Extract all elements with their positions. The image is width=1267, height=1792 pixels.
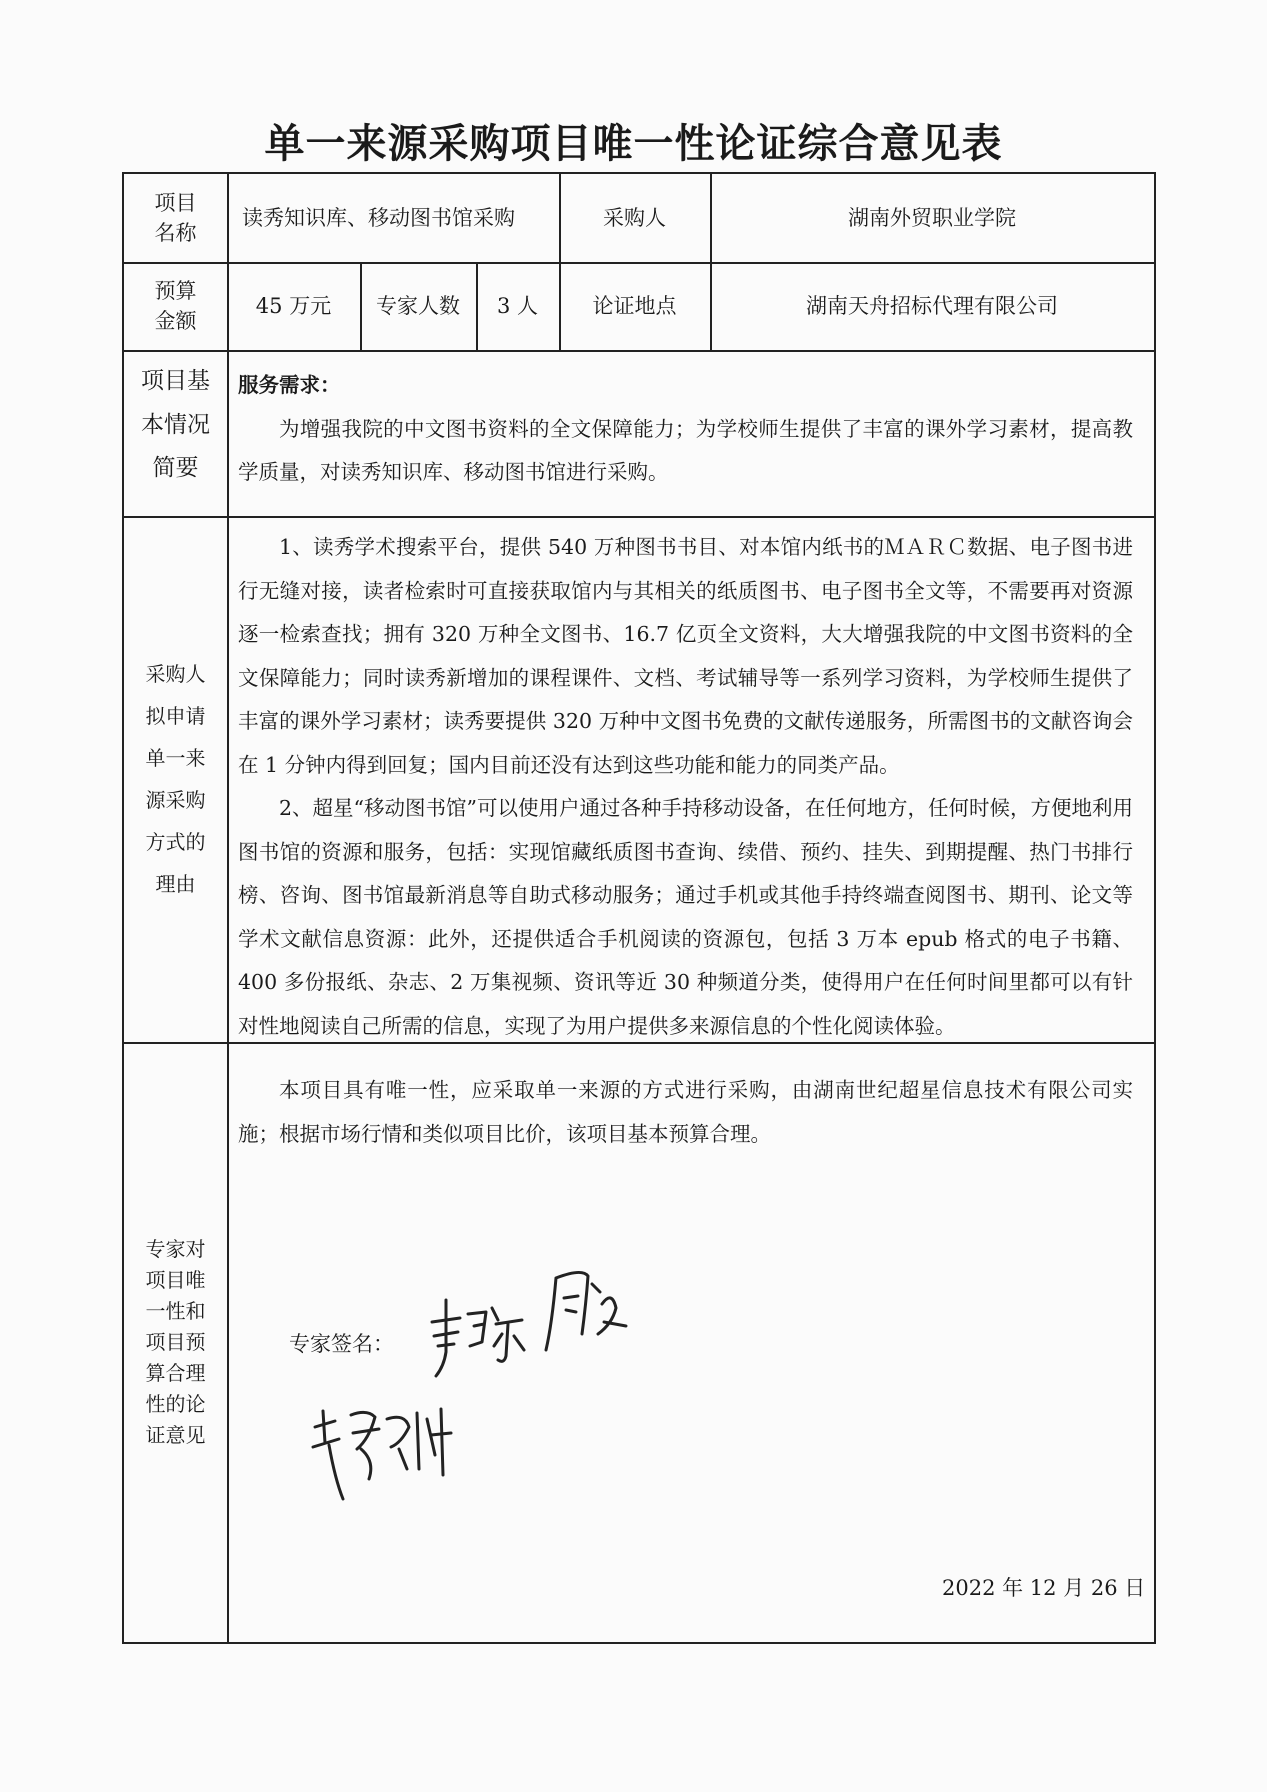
reason-paragraph-1: 1、读秀学术搜索平台，提供 540 万种图书书目、对本馆内纸书的ＭＡＲＣ数据、电子图书进行无缝对接，读者检索时可直接获取馆内与其相关的纸质图书、电子图书全文等，不需要再对资源逐一检索查找；拥有 320 万种全文图书、16.7 亿页全文资料，大大增强我院的中文图书资料的全文保障能力；同时读秀新增加的课程课件、文档、考试辅导等一系列学习资料，为学校师生提供了丰富的课外学习素材；读秀要提供 320 万种中文图书免费的文献传递服务，所需图书的文献咨询会在 1 分钟内得到回复；国内目前还没有达到这些功能和能力的同类产品。 [238,535,1133,777]
expert-opinion-text: 本项目具有唯一性，应采取单一来源的方式进行采购，由湖南世纪超星信息技术有限公司实施；根据市场行情和类似项目比价，该项目基本预算合理。 [238,1078,1133,1146]
expert-opinion [238,1069,1133,1156]
project-summary [238,364,1133,495]
expert-count-label: 专家人数 [376,293,460,318]
single-source-reason-label: 采购人 拟申请 单一来 源采购 方式的 理由 [145,662,206,896]
service-needs-text: 为增强我院的中文图书资料的全文保障能力；为学校师生提供了丰富的课外学习素材，提高教学质量，对读秀知识库、移动图书馆进行采购。 [238,416,1133,484]
budget-label: 预算 金额 [154,278,197,333]
expert-opinion-label: 专家对 项目唯 一性和 项目预 算合理 性的论 证意见 [145,1236,206,1447]
expert-signature-2 [542,1264,632,1364]
signing-date: 2022 年 12 月 26 日 [942,1576,1146,1600]
expert-signature-label: 专家签名： [289,1331,394,1356]
location-value: 湖南天舟招标代理有限公司 [806,293,1058,318]
row-divider [124,516,1154,518]
row-divider [124,350,1154,352]
purchaser-value: 湖南外贸职业学院 [848,205,1016,230]
purchaser-label: 采购人 [603,205,666,230]
expert-count-value: 3 人 [496,293,539,318]
budget-value: 45 万元 [255,293,332,318]
project-summary-label: 项目基 本情况 简要 [141,368,210,482]
location-label: 论证地点 [592,293,677,318]
expert-signature-3 [309,1399,459,1509]
column-divider [227,174,229,1642]
page-title: 单一来源采购项目唯一性论证综合意见表 [264,121,1003,167]
project-name-label: 项目 名称 [154,190,197,245]
expert-signature-1 [424,1294,534,1384]
single-source-reasons [238,526,1133,1048]
project-name-value: 读秀知识库、移动图书馆采购 [242,205,515,230]
reason-paragraph-2: 2、超星“移动图书馆”可以使用户通过各种手持移动设备，在任何地方，任何时候，方便地利用图书馆的资源和服务，包括：实现馆藏纸质图书查询、续借、预约、挂失、到期提醒、热门书排行榜、咨询、图书馆最新消息等自助式移动服务；通过手机或其他手持终端查阅图书、期刊、论文等学术文献信息资源：此外，还提供适合手机阅读的资源包，包括 3 万本 epub 格式的电子书籍、400 多份报纸、杂志、2 万集视频、资讯等近 30 种频道分类，使得用户在任何时间里都可以有针对性地阅读自己所需的信息，实现了为用户提供多来源信息的个性化阅读体验。 [238,796,1134,1038]
opinion-table [122,172,1156,1644]
service-needs-heading: 服务需求： [238,373,341,397]
